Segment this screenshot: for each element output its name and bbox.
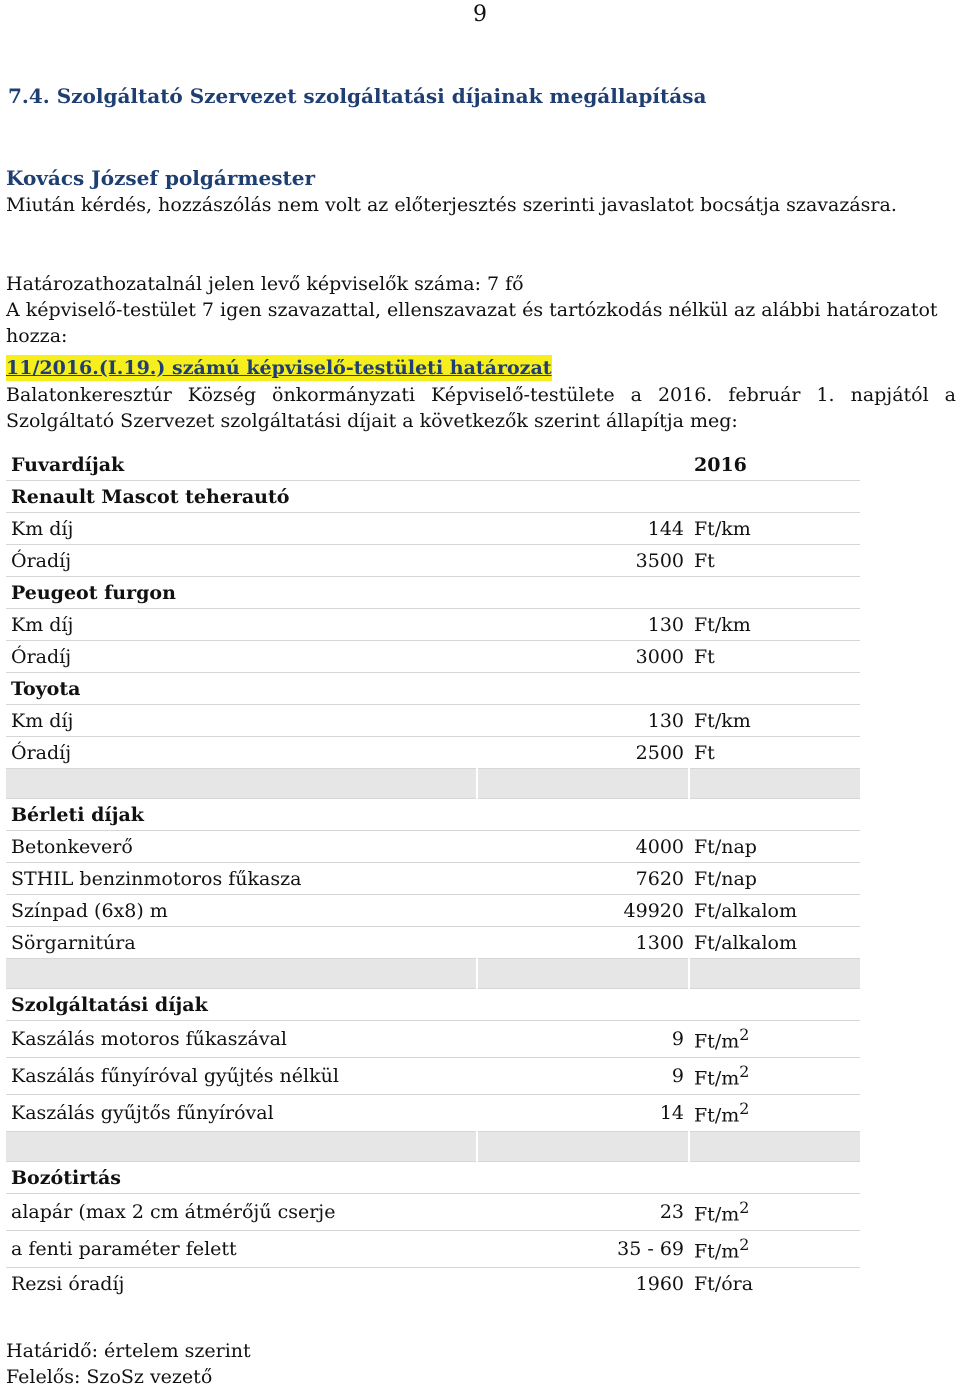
- row-value: 1960: [635, 1272, 684, 1295]
- row-unit: Ft/alkalom: [689, 895, 860, 927]
- table-row: [6, 609, 860, 641]
- row-unit: Ft: [689, 737, 860, 769]
- table-row: [6, 1194, 860, 1231]
- vehicle-name: Toyota: [6, 673, 477, 705]
- table-row: [6, 737, 860, 769]
- row-unit: Ft/alkalom: [689, 927, 860, 959]
- row-value: 23: [477, 1194, 689, 1231]
- unit-exponent: 2: [739, 1062, 750, 1082]
- header-label: Fuvardíjak: [6, 449, 477, 481]
- table-row: [6, 1231, 860, 1268]
- table-header-row: [6, 449, 860, 481]
- row-unit: Ft/nap: [689, 863, 860, 895]
- row-label: Sörgarnitúra: [6, 927, 477, 959]
- row-label: Kaszálás motoros fűkaszával: [6, 1021, 477, 1058]
- row-unit: Ft/km: [689, 513, 860, 545]
- row-value: 9: [477, 1021, 689, 1058]
- row-unit: Ft/km: [689, 705, 860, 737]
- row-label: a fenti paraméter felett: [6, 1231, 477, 1268]
- section-row-services: [6, 989, 860, 1021]
- row-unit: [689, 1021, 860, 1058]
- row-value: 130: [477, 609, 689, 641]
- row-label: Óradíj: [6, 545, 477, 577]
- row-value: 144: [477, 513, 689, 545]
- row-unit: Ft/km: [689, 609, 860, 641]
- table-row: [6, 545, 860, 577]
- table-row: [6, 1268, 860, 1300]
- row-label: Km díj: [6, 513, 477, 545]
- vote-line: A képviselő-testület 7 igen szavazattal, ellenszavazat és tartózkodás nélkül az alábbi határozatot hozza:: [6, 299, 938, 347]
- vote-paragraph: [6, 271, 956, 349]
- resolution-title: 11/2016.(I.19.) számú képviselő-testületi határozat: [6, 357, 552, 379]
- row-value: 3000: [477, 641, 689, 673]
- section-label: Bérleti díjak: [6, 799, 477, 831]
- resolution-text: Balatonkeresztúr Község önkormányzati Képviselő-testülete a 2016. február 1. napjától a Szolgáltató Szervezet szolgáltatási díjait a következők szerint állapítja meg:: [6, 384, 956, 432]
- spacer-row: [6, 769, 860, 799]
- row-unit: [689, 1095, 860, 1132]
- row-unit: Ft/óra: [694, 1272, 754, 1295]
- unit-exponent: 2: [739, 1025, 750, 1045]
- row-value: 3500: [477, 545, 689, 577]
- table-row: [6, 927, 860, 959]
- row-label: Betonkeverő: [6, 831, 477, 863]
- row-unit: [689, 1194, 860, 1231]
- intro-line: Miután kérdés, hozzászólás nem volt az előterjesztés szerinti javaslatot bocsátja szavazásra.: [6, 194, 897, 216]
- row-label: Óradíj: [6, 737, 477, 769]
- row-value: 35 - 69: [477, 1231, 689, 1268]
- row-label: Km díj: [6, 609, 477, 641]
- attendance-line: Határozathozatalnál jelen levő képviselők száma: 7 fő: [6, 273, 524, 295]
- fee-table: [6, 449, 860, 1299]
- table-row: [6, 641, 860, 673]
- vehicle-row: [6, 481, 860, 513]
- row-unit: Ft: [689, 641, 860, 673]
- row-label: Színpad (6x8) m: [6, 895, 477, 927]
- speaker-name: Kovács József polgármester: [6, 166, 316, 190]
- row-unit: [689, 1058, 860, 1095]
- unit-exponent: 2: [739, 1198, 750, 1218]
- table-row: [6, 831, 860, 863]
- row-value: 1300: [477, 927, 689, 959]
- row-value: 130: [477, 705, 689, 737]
- row-value: 14: [477, 1095, 689, 1132]
- row-value: 7620: [477, 863, 689, 895]
- vehicle-name: Renault Mascot teherautó: [6, 481, 477, 513]
- row-value: 9: [477, 1058, 689, 1095]
- vehicle-name: Peugeot furgon: [6, 577, 477, 609]
- row-unit: [689, 1231, 860, 1268]
- row-label: alapár (max 2 cm átmérőjű cserje: [6, 1194, 477, 1231]
- section-row-clearing: [6, 1162, 860, 1194]
- table-row: [6, 1021, 860, 1058]
- unit-text: Ft/m: [694, 1030, 740, 1053]
- page-number: 9: [473, 2, 487, 27]
- vehicle-row: [6, 577, 860, 609]
- unit-exponent: 2: [739, 1235, 750, 1255]
- row-label: Kaszálás gyűjtős fűnyíróval: [6, 1095, 477, 1132]
- section-row-rental: [6, 799, 860, 831]
- section-title: 7.4. Szolgáltató Szervezet szolgáltatási díjainak megállapítása: [8, 84, 707, 108]
- row-value: 4000: [477, 831, 689, 863]
- unit-text: Ft/m: [694, 1067, 740, 1090]
- table-row: [6, 1058, 860, 1095]
- row-label: Rezsi óradíj: [11, 1272, 125, 1295]
- table-row: [6, 705, 860, 737]
- section-label: Bozótirtás: [6, 1162, 477, 1194]
- table-row: [6, 1095, 860, 1132]
- unit-exponent: 2: [739, 1099, 750, 1119]
- vehicle-row: [6, 673, 860, 705]
- unit-text: Ft/m: [694, 1104, 740, 1127]
- row-value: 49920: [477, 895, 689, 927]
- row-value: 2500: [477, 737, 689, 769]
- row-label: STHIL benzinmotoros fűkasza: [6, 863, 477, 895]
- deadline-line: Határidő: értelem szerint: [6, 1340, 251, 1362]
- row-label: Kaszálás fűnyíróval gyűjtés nélkül: [6, 1058, 477, 1095]
- section-label: Szolgáltatási díjak: [6, 989, 477, 1021]
- table-row: [6, 863, 860, 895]
- spacer-row: [6, 1132, 860, 1162]
- table-row: [6, 513, 860, 545]
- responsible-line: Felelős: SzoSz vezető: [6, 1366, 213, 1388]
- table-row: [6, 895, 860, 927]
- unit-text: Ft/m: [694, 1203, 740, 1226]
- row-unit: Ft: [689, 545, 860, 577]
- row-label: Km díj: [6, 705, 477, 737]
- row-label: Óradíj: [6, 641, 477, 673]
- unit-text: Ft/m: [694, 1240, 740, 1263]
- spacer-row: [6, 959, 860, 989]
- row-unit: Ft/nap: [689, 831, 860, 863]
- header-year: 2016: [689, 449, 860, 481]
